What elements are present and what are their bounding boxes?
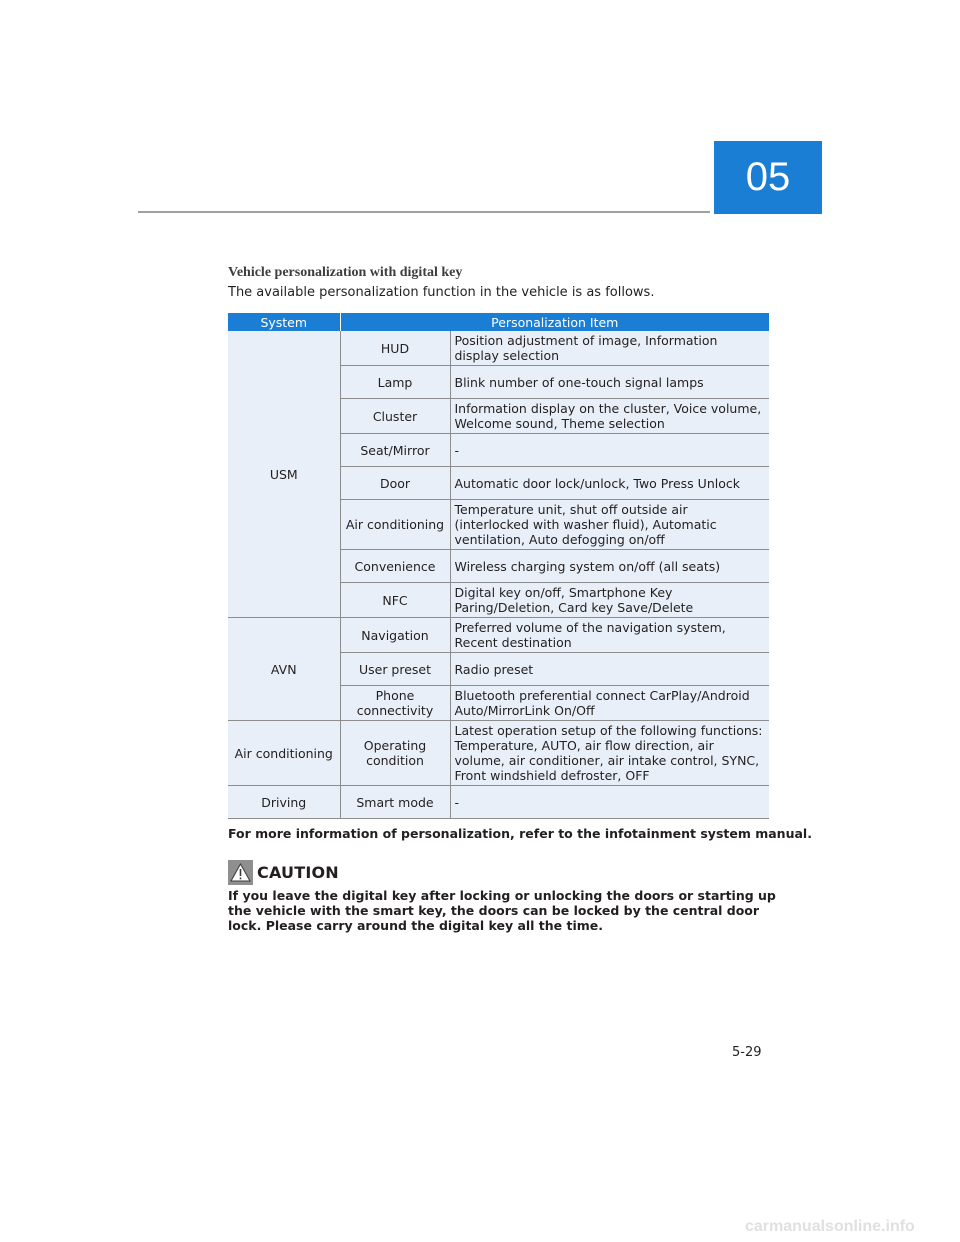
section-intro: The available personalization function in the vehicle is as follows. bbox=[228, 285, 655, 300]
desc-cell: - bbox=[450, 434, 769, 467]
page-number: 5-29 bbox=[732, 1045, 762, 1060]
chapter-number: 05 bbox=[745, 155, 791, 199]
watermark: carmanualsonline.info bbox=[745, 1218, 915, 1235]
item-cell: NFC bbox=[340, 583, 450, 618]
item-cell: Navigation bbox=[340, 618, 450, 653]
desc-cell: Position adjustment of image, Information display selection bbox=[450, 331, 769, 366]
personalization-table bbox=[228, 313, 769, 819]
table-row bbox=[228, 331, 769, 366]
item-cell: Phone connectivity bbox=[340, 686, 450, 721]
table-header-row bbox=[228, 313, 769, 331]
section-title: Vehicle personalization with digital key bbox=[228, 265, 463, 280]
caution-text: If you leave the digital key after locking or unlocking the doors or starting up the vehicle with the smart key, the doors can be locked by the central door lock. Please carry around the digital key all the time. bbox=[228, 888, 776, 933]
desc-cell: Digital key on/off, Smartphone Key Paring/Deletion, Card key Save/Delete bbox=[450, 583, 769, 618]
item-cell: Door bbox=[340, 467, 450, 500]
table-row bbox=[228, 786, 769, 819]
system-cell: AVN bbox=[228, 618, 340, 721]
desc-cell: Blink number of one-touch signal lamps bbox=[450, 366, 769, 399]
item-cell: Air conditioning bbox=[340, 500, 450, 550]
item-cell: HUD bbox=[340, 331, 450, 366]
table-row bbox=[228, 618, 769, 653]
desc-cell: Wireless charging system on/off (all seats) bbox=[450, 550, 769, 583]
desc-cell: Temperature unit, shut off outside air (interlocked with washer fluid), Automatic ventilation, Auto defogging on/off bbox=[450, 500, 769, 550]
desc-cell: Radio preset bbox=[450, 653, 769, 686]
system-cell: USM bbox=[228, 331, 340, 618]
table-row bbox=[228, 721, 769, 786]
chapter-tab bbox=[714, 141, 822, 214]
desc-cell: Information display on the cluster, Voice volume, Welcome sound, Theme selection bbox=[450, 399, 769, 434]
desc-cell: Latest operation setup of the following functions: Temperature, AUTO, air flow direction, air volume, air conditioner, air intake control, SYNC, Front windshield defroster, OFF bbox=[450, 721, 769, 786]
desc-cell: Preferred volume of the navigation system, Recent destination bbox=[450, 618, 769, 653]
desc-cell: - bbox=[450, 786, 769, 819]
personalization-note: For more information of personalization, refer to the infotainment system manual. bbox=[228, 826, 812, 841]
item-cell: Cluster bbox=[340, 399, 450, 434]
header-system: System bbox=[228, 313, 340, 331]
warning-triangle-icon bbox=[228, 860, 253, 885]
item-cell: User preset bbox=[340, 653, 450, 686]
caution-heading bbox=[228, 860, 339, 885]
item-cell: Lamp bbox=[340, 366, 450, 399]
item-cell: Operating condition bbox=[340, 721, 450, 786]
system-cell: Driving bbox=[228, 786, 340, 819]
item-cell: Smart mode bbox=[340, 786, 450, 819]
header-personalization: Personalization Item bbox=[340, 313, 769, 331]
desc-cell: Automatic door lock/unlock, Two Press Unlock bbox=[450, 467, 769, 500]
item-cell: Seat/Mirror bbox=[340, 434, 450, 467]
item-cell: Convenience bbox=[340, 550, 450, 583]
desc-cell: Bluetooth preferential connect CarPlay/Android Auto/MirrorLink On/Off bbox=[450, 686, 769, 721]
system-cell: Air conditioning bbox=[228, 721, 340, 786]
caution-label: CAUTION bbox=[257, 863, 339, 882]
header-rule bbox=[138, 211, 710, 213]
